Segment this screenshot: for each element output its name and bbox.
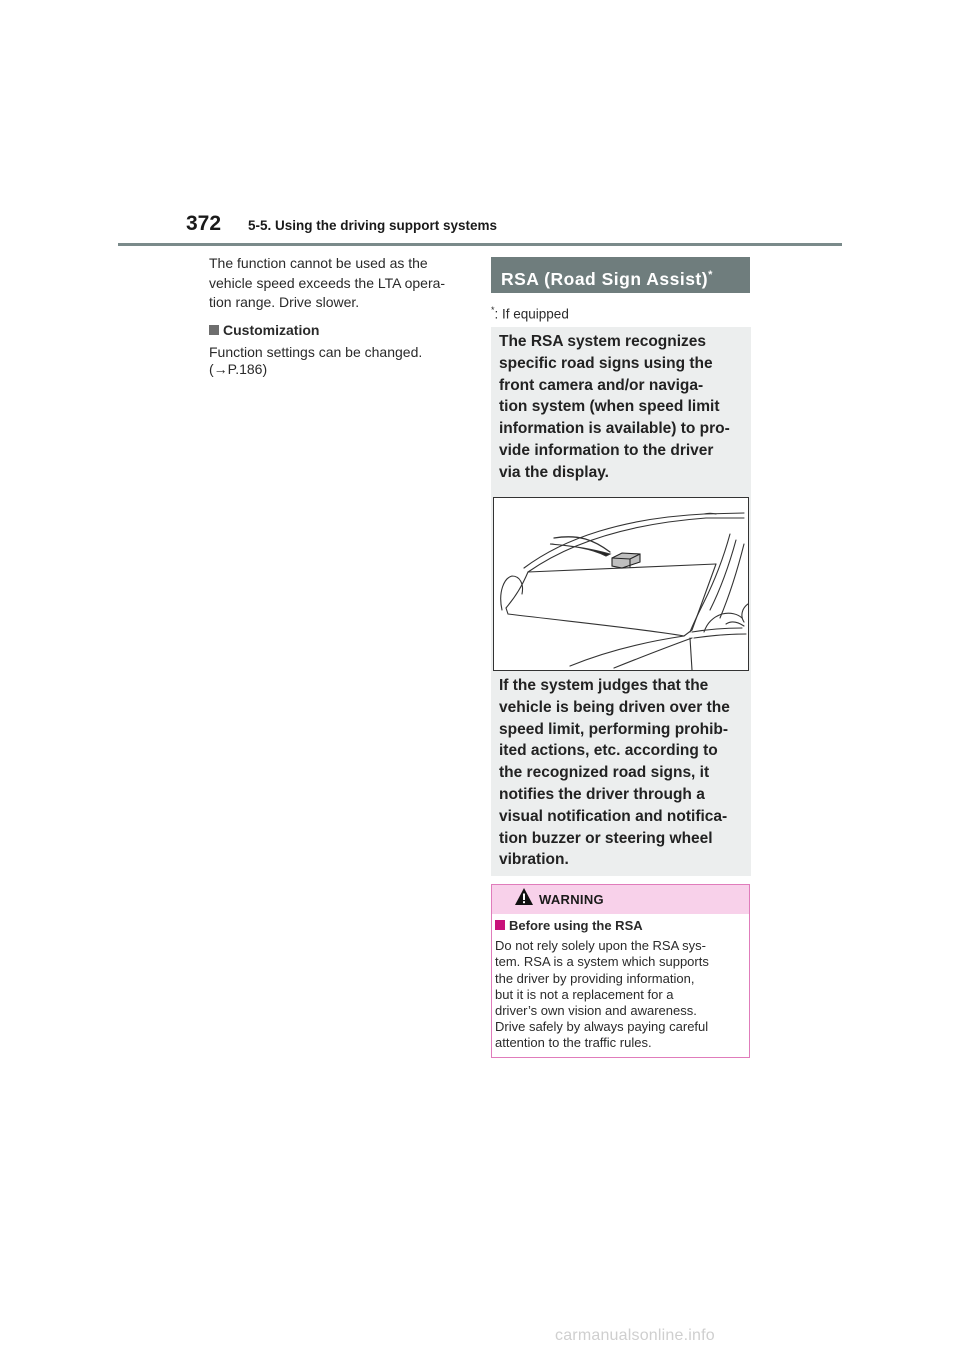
warning-line: the driver by providing information, xyxy=(495,970,695,986)
header-rule xyxy=(118,243,842,246)
warning-line: Drive safely by always paying careful xyxy=(495,1019,709,1035)
watermark: carmanualsonline.info xyxy=(555,1327,715,1344)
detail-line: ited actions, etc. according to xyxy=(499,742,718,760)
intro-line: specific road signs using the xyxy=(499,354,713,372)
detail-line: If the system judges that the xyxy=(499,677,709,694)
warning-line: attention to the traffic rules. xyxy=(495,1035,652,1051)
customization-line: Function settings can be changed. xyxy=(209,344,423,360)
intro-line: information is available) to pro- xyxy=(499,420,730,438)
rsa-title-mark: * xyxy=(708,269,713,281)
intro-line: front camera and/or naviga- xyxy=(499,376,704,394)
detail-line: vibration. xyxy=(499,851,569,869)
paragraph-line: vehicle speed exceeds the LTA opera- xyxy=(209,274,446,291)
rsa-section-banner xyxy=(491,257,750,293)
warning-line: driver’s own vision and awareness. xyxy=(495,1003,697,1019)
customization-heading xyxy=(209,321,464,341)
customization-heading-text: Customization xyxy=(223,321,320,338)
windshield-camera-illustration xyxy=(493,497,749,671)
left-column xyxy=(209,254,464,378)
warning-subheading-text: Before using the RSA xyxy=(509,918,643,933)
rsa-detail-text xyxy=(499,675,745,871)
intro-line: The RSA system recognizes xyxy=(499,333,707,350)
footnote-text: : If equipped xyxy=(494,306,569,322)
customization-link-line[interactable]: (→P.186) xyxy=(209,361,268,377)
rsa-intro-text xyxy=(499,331,745,484)
warning-line: but it is not a replacement for a xyxy=(495,986,674,1002)
footnote-mark: * xyxy=(491,305,495,315)
warning-triangle-icon xyxy=(514,887,534,911)
detail-line: vehicle is being driven over the xyxy=(499,698,730,716)
page-number: 372 xyxy=(186,212,222,235)
section-title: 5-5. Using the driving support systems xyxy=(248,218,498,233)
detail-line: tion buzzer or steering wheel xyxy=(499,829,713,847)
intro-line: vide information to the driver xyxy=(499,441,714,459)
square-bullet-icon xyxy=(495,920,505,930)
intro-line: via the display. xyxy=(499,463,609,481)
square-bullet-icon xyxy=(209,325,219,335)
intro-line: tion system (when speed limit xyxy=(499,398,720,416)
equipped-footnote xyxy=(491,305,569,322)
warning-label: WARNING xyxy=(539,892,604,907)
detail-line: notifies the driver through a xyxy=(499,785,705,803)
warning-subheading xyxy=(495,918,745,934)
detail-line: visual notification and notifica- xyxy=(499,807,728,825)
rsa-title: RSA (Road Sign Assist) xyxy=(501,268,709,289)
detail-line: the recognized road signs, it xyxy=(499,764,710,782)
paragraph-line: tion range. Drive slower. xyxy=(209,294,360,310)
warning-body xyxy=(495,918,745,1052)
warning-line: tem. RSA is a system which supports xyxy=(495,954,709,970)
paragraph-line: The function cannot be used as the xyxy=(209,255,428,271)
detail-line: speed limit, performing prohib- xyxy=(499,720,729,738)
warning-line: Do not rely solely upon the RSA sys- xyxy=(495,938,706,954)
